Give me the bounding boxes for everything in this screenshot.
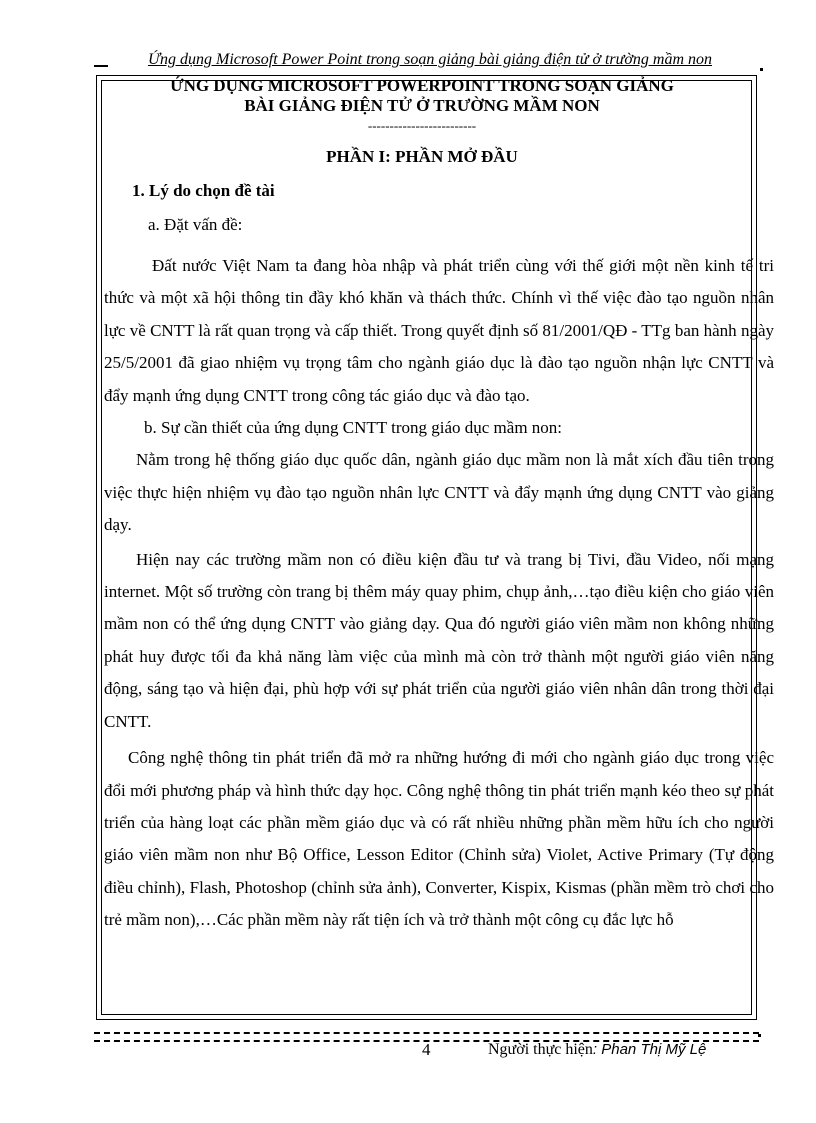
section-heading: 1. Lý do chọn đề tài bbox=[132, 181, 275, 200]
header-rule-left bbox=[94, 65, 108, 67]
paragraph: Nằm trong hệ thống giáo dục quốc dân, ngành giáo dục mầm non là mắt xích đầu tiên trong việc thực hiện nhiệm vụ đào tạo nguồn nhân lực CNTT và đẩy mạnh ứng dụng CNTT vào giảng dạy. bbox=[104, 450, 774, 535]
author-name: : Phan Thị Mỹ Lệ bbox=[592, 1041, 707, 1058]
subsection-a-heading: a. Đặt vấn đề: bbox=[148, 215, 243, 234]
author-label: Người thực hiện bbox=[488, 1041, 593, 1058]
page-number: 4 bbox=[422, 1040, 431, 1059]
part-heading: PHẦN I: PHẦN MỞ ĐẦU bbox=[326, 147, 518, 166]
body-text bbox=[104, 244, 774, 937]
paragraph: Công nghệ thông tin phát triển đã mở ra những hướng đi mới cho ngành giáo dục trong việc đổi mới phương pháp và hình thức dạy học. Công nghệ thông tin phát triển mạnh kéo theo sự phát triển của hàng loạt các phần mềm giáo dục và có rất nhiều những phần mềm hữu ích cho người giáo viên mầm non như Bộ Office, Lesson Editor (Chỉnh sửa) Violet, Active Primary (Tự động điều chỉnh), Flash, Photoshop (chỉnh sửa ảnh), Converter, Kispix, Kismas (phần mềm trò chơi cho trẻ mầm non),…Các phần mềm này rất tiện ích và trở thành một công cụ đắc lực hỗ bbox=[104, 748, 774, 930]
header-rule-dot bbox=[760, 68, 763, 71]
title-divider: ------------------------- bbox=[367, 118, 477, 133]
subsection-b-heading: b. Sự cần thiết của ứng dụng CNTT trong giáo dục mầm non: bbox=[144, 418, 563, 438]
paragraph: Hiện nay các trường mầm non có điều kiện đầu tư và trang bị Tivi, đầu Video, nối mạng internet. Một số trường còn trang bị thêm máy quay phim, chụp ảnh,…tạo điều kiện cho giáo viên mầm non có thể ứng dụng CNTT vào giảng dạy. Qua đó người giáo viên mầm non không những phát huy được tối đa khả năng làm việc của mình mà còn trở thành một người giáo viên năng động, sáng tạo và hiện đại, phù hợp với sự phát triển của người giáo viên nhân dân trong thời đại CNTT. bbox=[104, 549, 774, 731]
running-header: Ứng dụng Microsoft Power Point trong soạn giảng bài giảng điện tử ở trường mầm non bbox=[147, 51, 713, 68]
document-title-line-2: BÀI GIẢNG ĐIỆN TỬ Ở TRƯỜNG MẦM NON bbox=[244, 96, 600, 115]
page-content bbox=[104, 76, 774, 235]
footer-rule-dot bbox=[758, 1034, 761, 1037]
author-credit bbox=[488, 1040, 706, 1060]
document-title-line-1: ỨNG DỤNG MICROSOFT POWERPOINT TRONG SOẠN GIẢNG bbox=[170, 76, 674, 95]
paragraph: Đất nước Việt Nam ta đang hòa nhập và phát triển cùng với thế giới một nền kinh tế tri thức và một xã hội thông tin đầy khó khăn và thách thức. Chính vì thế việc đào tạo nguồn nhân lực về CNTT là rất quan trọng và cấp thiết. Trong quyết định số 81/2001/QĐ - TTg ban hành ngày 25/5/2001 đã giao nhiệm vụ trọng tâm cho ngành giáo dục là đào tạo nguồn nhận lực CNTT và đẩy mạnh ứng dụng CNTT trong công tác giáo dục và đào tạo. bbox=[104, 256, 774, 405]
